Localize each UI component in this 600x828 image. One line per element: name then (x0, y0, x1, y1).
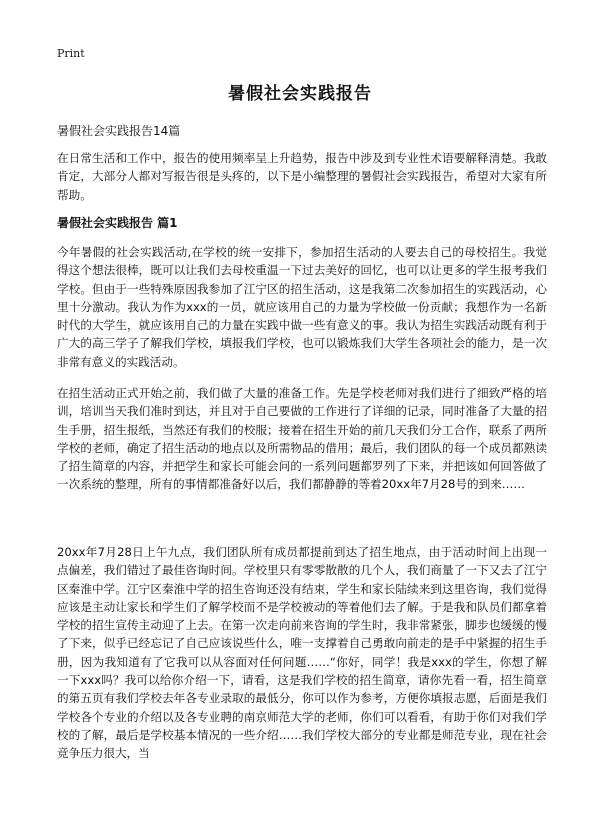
section-heading: 暑假社会实践报告 篇1 (57, 216, 178, 230)
body-paragraph-2: 在招生活动正式开始之前，我们做了大量的准备工作。先是学校老师对我们进行了细致严格的培训，培训当天我们准时到达，并且对于自己要做的工作进行了详细的记录，同时准备了大量的招生手册，招生报纸，当然还有我们的校服；接着在招生开始的前几天我们分工合作，联系了两所学校的老师，确定了招生活动的地点以及所需物品的借用；最后，我们团队的每一个成员都熟读了招生简章的内容，并把学生和家长可能会问的一系列问题都罗列了下来，并把该如何回答做了一次系统的整理，所有的事情都准备好以后，我们都静静的等着20xx年7月28号的到来…… (57, 386, 547, 492)
intro-paragraph: 在日常生活和工作中，报告的使用频率呈上升趋势，报告中涉及到专业性术语要解释清楚。我敢肯定，大部分人都对写报告很是头疼的，以下是小编整理的暑假社会实践报告，希望对大家有所帮助。 (57, 151, 547, 202)
body-paragraph-3: 20xx年7月28日上午九点，我们团队所有成员都提前到达了招生地点，由于活动时间上出现一点偏差，我们错过了最佳咨询时间。学校里只有零零散散的几个人，我们商量了一下又去了江宁区秦淮中学。江宁区秦淮中学的招生咨询还没有结束，学生和家长陆续来到这里咨询，我们觉得应该是主动让家长和学生们了解学校而不是学校被动的等着他们去了解。于是我和队员们都拿着学校的招生宣传主动迎了上去。在第一次走向前来咨询的学生时，我非常紧张，脚步也缓缓的慢了下来，似乎已经忘记了自己应该说些什么，唯一支撑着自己勇敢向前走的是手中紧握的招生手册，因为我知道有了它我可以从容面对任何问题……“你好，同学！我是xxx的学生，你想了解一下xxx吗？我可以给你介绍一下，请看，这是我们学校的招生简章，请你先看一看，招生简章的第五页有我们学校去年各专业录取的最低分，你可以作为参考，方便你填报志愿，后面是我们学校各个专业的介绍以及各专业聘的南京师范大学的老师，你们可以看看，有助于你们对我们学校的了解，最后是学校基本情况的一些介绍……我们学校大部分的专业都是师范专业，现在社会竞争压力很大，当 (57, 545, 547, 761)
page-title: 暑假社会实践报告 (228, 84, 372, 104)
body-paragraph-1: 今年暑假的社会实践活动,在学校的统一安排下，参加招生活动的人要去自己的母校招生。我觉得这个想法很棒，既可以让我们去母校重温一下过去美好的回忆，也可以让更多的学生报考我们学校。但由于一些特殊原因我参加了江宁区的招生活动，这是我第二次参加招生的实践活动，心里十分激动。我认为作为xxx的一员，就应该用自己的力量为学校做一份贡献；我想作为一名新时代的大学生，就应该用自己的力量在实践中做一些有意义的事。我认为招生实践活动既有利于广大的高三学子了解我们学校，填报我们学校，也可以锻炼我们大学生各项社会的能力，是一次非常有意义的实践活动。 (57, 245, 547, 369)
document-subtitle: 暑假社会实践报告14篇 (57, 124, 181, 138)
print-label: Print (57, 47, 85, 60)
